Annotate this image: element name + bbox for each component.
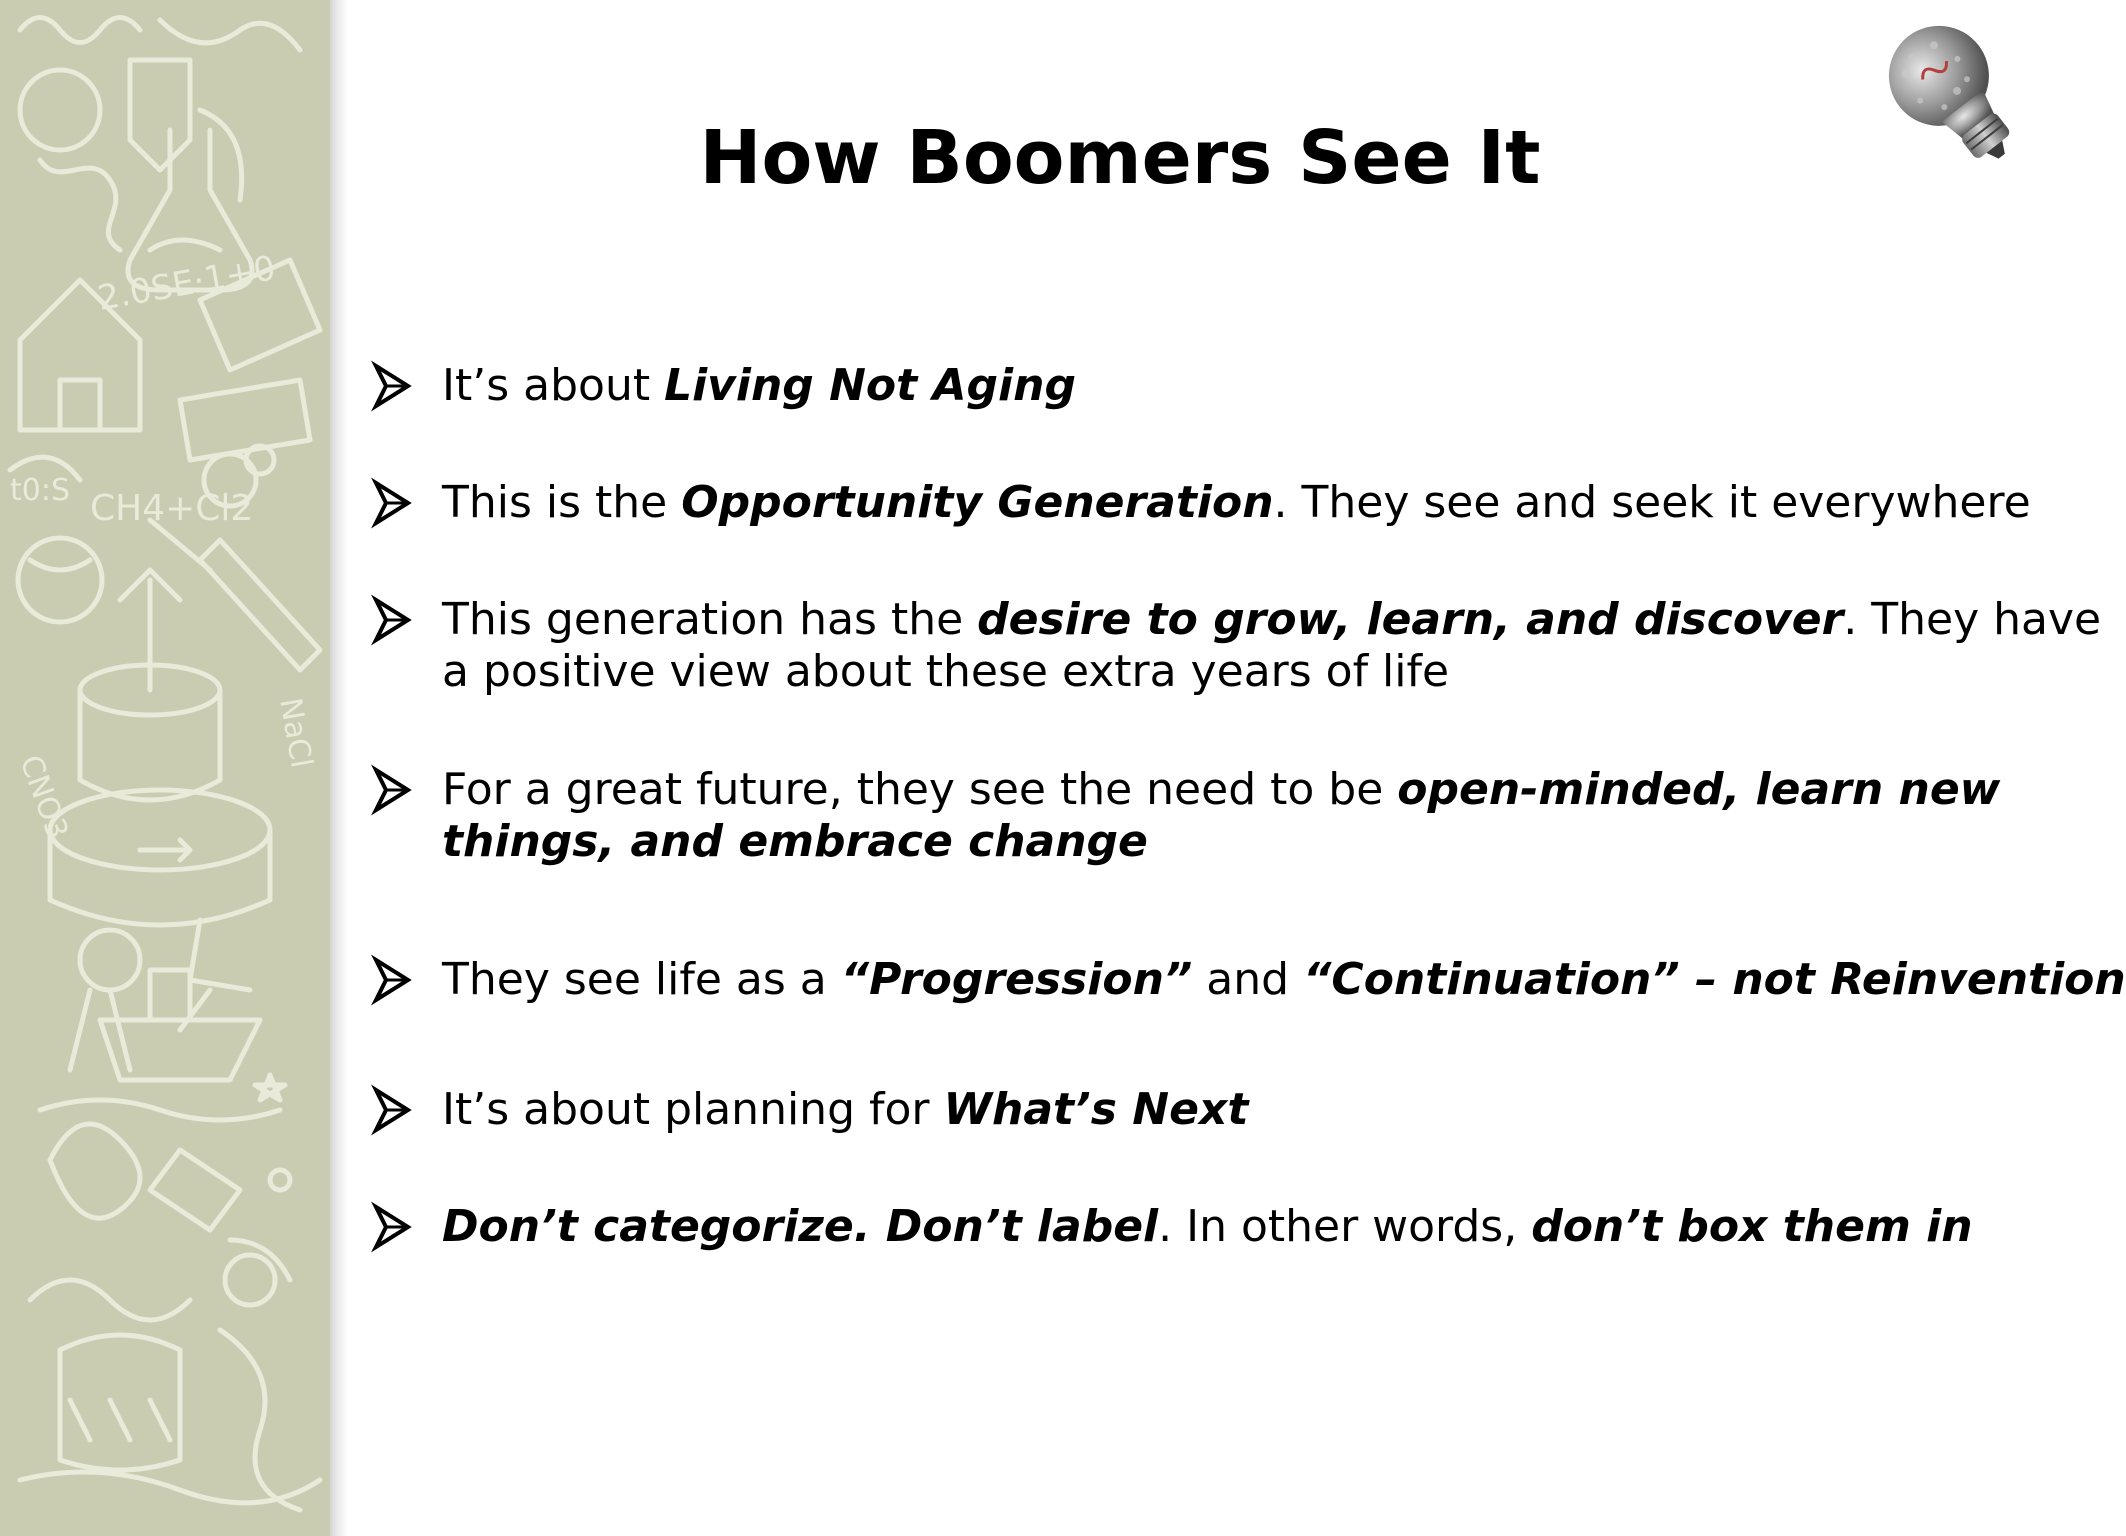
bullet-emphasis: things, and embrace change: [442, 816, 1148, 867]
bullet-item: [360, 764, 2000, 868]
bullet-emphasis: Living Not Aging: [664, 360, 1076, 411]
bullet-text: . They have: [1843, 594, 2102, 645]
bullet-text: and: [1192, 954, 1304, 1005]
bullet-item: [360, 594, 2101, 698]
lightbulb-icon: [1880, 10, 2030, 180]
bullet-text: . In other words,: [1158, 1201, 1532, 1252]
arrowhead-bullet-icon: [372, 1203, 412, 1251]
sidebar-doodle-panel: [0, 0, 330, 1536]
svg-text:2.0SE·1+0: 2.0SE·1+0: [94, 248, 279, 319]
arrowhead-bullet-icon: [372, 956, 412, 1004]
arrowhead-bullet-icon: [372, 362, 412, 410]
bullet-emphasis: desire to grow, learn, and discover: [977, 594, 1844, 645]
bullet-text: . They see and seek it everywhere: [1273, 477, 2031, 528]
sidebar-shadow: [330, 0, 348, 1536]
bullet-item: [360, 954, 2126, 1006]
bullet-emphasis: Opportunity Generation: [681, 477, 1274, 528]
bullet-emphasis: open-minded, learn new: [1397, 764, 2001, 815]
bullet-emphasis: What’s Next: [943, 1084, 1249, 1135]
bullet-text: For a great future, they see the need to be: [442, 764, 1398, 815]
bullet-emphasis: “Continuation” – not Reinvention: [1303, 954, 2126, 1005]
science-doodles-pattern: [0, 0, 330, 1536]
bullet-item: [360, 477, 2031, 529]
bullet-text: They see life as a: [442, 954, 841, 1005]
arrowhead-bullet-icon: [372, 596, 412, 644]
svg-text:CH4+Cl2: CH4+Cl2: [90, 488, 254, 529]
bullet-item: [360, 1084, 1248, 1136]
arrowhead-bullet-icon: [372, 766, 412, 814]
bullet-emphasis: Don’t categorize. Don’t label: [442, 1201, 1159, 1252]
slide-title: How Boomers See It: [699, 115, 1541, 201]
bullet-text: a positive view about these extra years of life: [442, 646, 1450, 697]
bullet-item: [360, 1201, 1973, 1253]
arrowhead-bullet-icon: [372, 1086, 412, 1134]
svg-text:t0:S: t0:S: [10, 473, 70, 508]
arrowhead-bullet-icon: [372, 479, 412, 527]
bullet-emphasis: “Progression”: [840, 954, 1193, 1005]
svg-text:CNO3: CNO3: [12, 750, 75, 844]
bullet-text: It’s about planning for: [442, 1084, 944, 1135]
bullet-emphasis: don’t box them in: [1531, 1201, 1973, 1252]
bullet-item: [360, 360, 1076, 412]
svg-text:NaCl: NaCl: [272, 695, 319, 771]
bullet-text: This is the: [442, 477, 682, 528]
bullet-text: It’s about: [442, 360, 665, 411]
bullet-text: This generation has the: [442, 594, 978, 645]
